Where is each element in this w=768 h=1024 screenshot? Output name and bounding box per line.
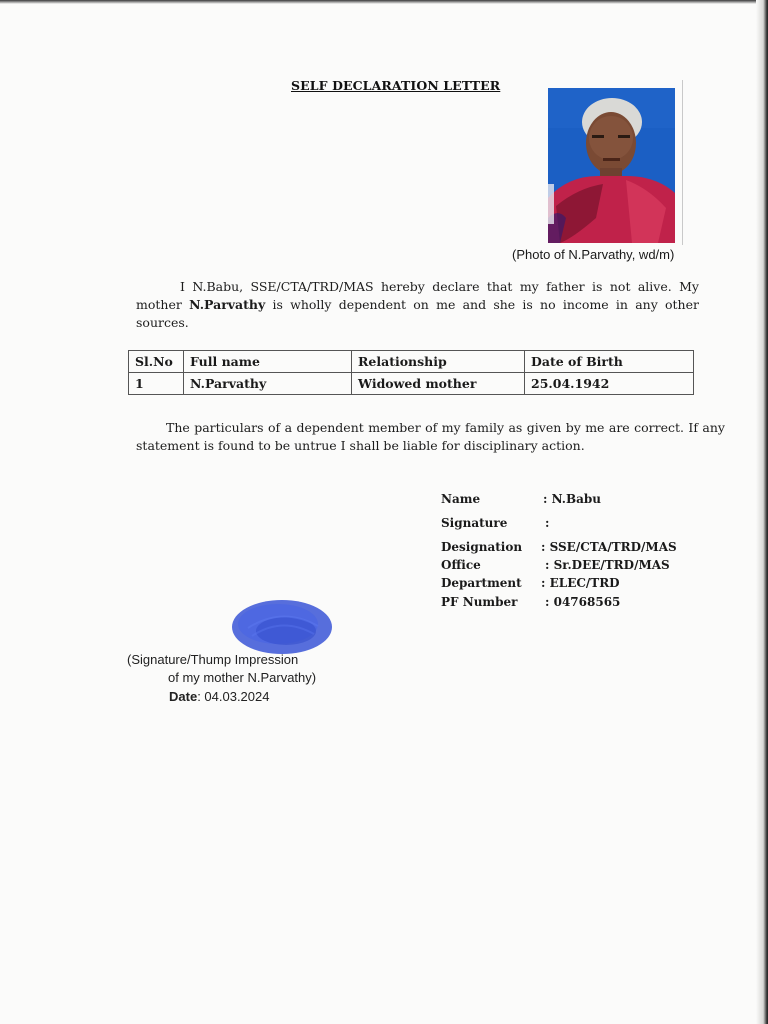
date-label: Date	[169, 689, 198, 704]
detail-label: Designation	[441, 540, 523, 554]
detail-label: Signature	[441, 516, 508, 530]
photo-border-line	[682, 80, 683, 245]
thumb-caption-line1: (Signature/Thump Impression	[127, 652, 299, 667]
cell-relationship: Widowed mother	[352, 373, 525, 395]
detail-value: : 04768565	[545, 595, 621, 609]
header-relationship: Relationship	[352, 351, 525, 373]
detail-value: :	[545, 516, 550, 530]
cell-full-name: N.Parvathy	[184, 373, 352, 395]
page-right-edge	[756, 0, 768, 1024]
cell-slno: 1	[129, 373, 184, 395]
passport-photo	[548, 88, 675, 243]
detail-label: PF Number	[441, 595, 518, 609]
declaration-paragraph	[136, 278, 699, 332]
detail-label: Office	[441, 558, 481, 572]
cell-date-of-birth: 25.04.1942	[525, 373, 694, 395]
detail-label: Department	[441, 576, 522, 590]
table-header-row	[129, 351, 694, 373]
table-row	[129, 373, 694, 395]
date-line	[169, 689, 269, 704]
declaration-part2: is wholly dependent on me and she is no income in any other sources.	[136, 297, 699, 330]
detail-value: : ELEC/TRD	[541, 576, 620, 590]
thumb-caption-line2: of my mother N.Parvathy)	[168, 670, 317, 685]
mother-name: N.Parvathy	[189, 297, 266, 312]
detail-value: : Sr.DEE/TRD/MAS	[545, 558, 670, 572]
statement-paragraph: The particulars of a dependent member of my family as given by me are correct. If any statement is found to be untrue I shall be liable for disciplinary action.	[136, 420, 725, 453]
date-value: : 04.03.2024	[197, 689, 270, 704]
header-date-of-birth: Date of Birth	[525, 351, 694, 373]
detail-value: : SSE/CTA/TRD/MAS	[541, 540, 677, 554]
header-full-name: Full name	[184, 351, 352, 373]
thumb-impression	[230, 598, 334, 656]
dependent-table	[128, 350, 694, 395]
detail-label: Name	[441, 492, 481, 506]
declaration-part1: I N.Babu, SSE/CTA/TRD/MAS hereby declare that my father is not alive. My mother	[136, 279, 699, 312]
header-slno: Sl.No	[129, 351, 184, 373]
portrait-image	[548, 88, 675, 243]
photo-caption: (Photo of N.Parvathy, wd/m)	[512, 247, 675, 262]
page-top-edge	[0, 0, 768, 4]
document-title: SELF DECLARATION LETTER	[291, 78, 501, 93]
detail-value: : N.Babu	[543, 492, 602, 506]
